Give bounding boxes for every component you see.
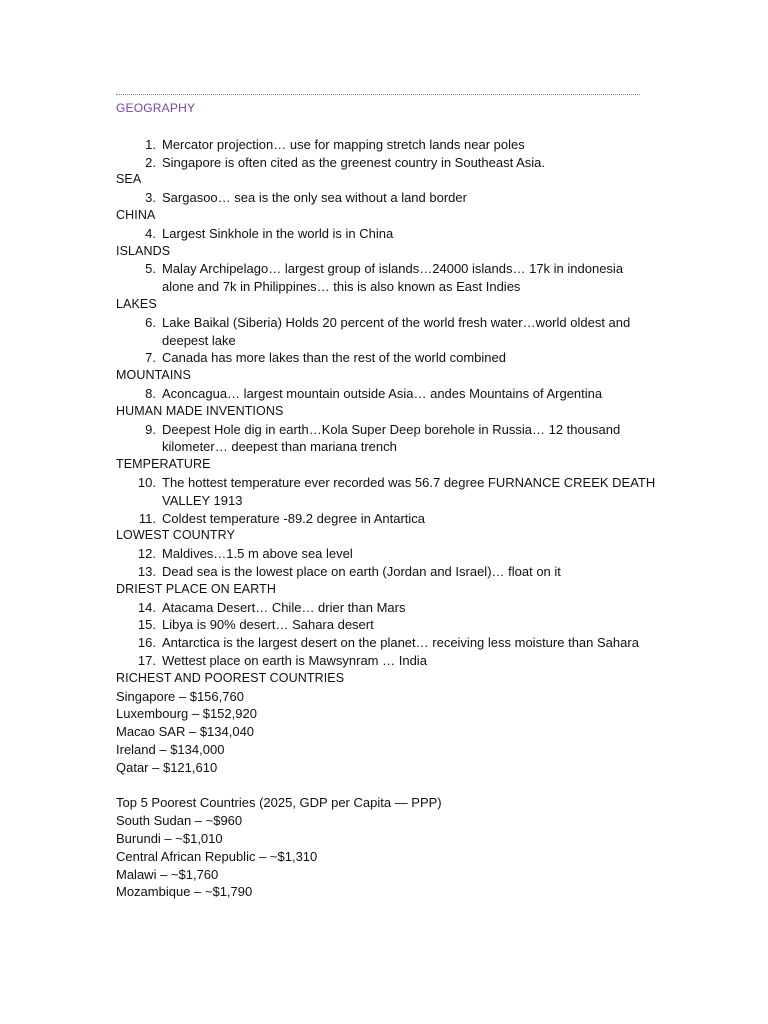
list-item [116, 634, 656, 652]
list-number: 8. [145, 385, 156, 401]
list-item [116, 154, 656, 172]
numbered-list [116, 385, 656, 403]
numbered-list [116, 599, 656, 670]
section-heading-richest-poorest: RICHEST AND POOREST COUNTRIES [116, 670, 345, 685]
section-heading-lakes: LAKES [116, 296, 157, 311]
poorest-country-line: South Sudan – ~$960 [116, 813, 243, 829]
poorest-country-line: Mozambique – ~$1,790 [116, 884, 253, 900]
poorest-country-line: Malawi – ~$1,760 [116, 866, 219, 882]
list-number: 10. [137, 474, 156, 490]
paragraph-spacer [116, 776, 656, 794]
list-number: 2. [145, 154, 156, 170]
list-number: 3. [145, 190, 156, 206]
numbered-list [116, 136, 656, 172]
list-item [116, 349, 656, 367]
list-item [116, 474, 656, 510]
list-item-text: Singapore is often cited as the greenest country in Southeast Asia. [162, 154, 546, 170]
list-number: 6. [145, 314, 156, 330]
list-item-text: Maldives…1.5 m above sea level [162, 546, 353, 562]
document-page [116, 94, 656, 901]
section-heading-china: CHINA [116, 207, 156, 222]
numbered-list [116, 189, 656, 207]
list-item-text: Largest Sinkhole in the world is in China [162, 225, 394, 241]
list-item-text: Mercator projection… use for mapping stretch lands near poles [162, 136, 525, 152]
list-item-text: Atacama Desert… Chile… drier than Mars [162, 599, 406, 615]
list-number: 13. [137, 563, 156, 579]
section-heading-sea: SEA [116, 172, 142, 187]
list-item-text: The hottest temperature ever recorded was 56.7 degree FURNANCE CREEK DEATH VALLEY 1913 [162, 474, 656, 508]
list-item-text: Aconcagua… largest mountain outside Asia… andes Mountains of Argentina [162, 385, 603, 401]
section-heading-lowest-country: LOWEST COUNTRY [116, 528, 236, 543]
list-item [116, 616, 656, 634]
list-item [116, 314, 656, 350]
poorest-country-line: Burundi – ~$1,010 [116, 831, 223, 847]
section-heading-islands: ISLANDS [116, 243, 171, 258]
section-heading-mountains: MOUNTAINS [116, 368, 191, 383]
list-item-text: Antarctica is the largest desert on the planet… receiving less moisture than Sahara [162, 635, 639, 651]
list-number: 9. [145, 421, 156, 437]
richest-country-line: Macao SAR – $134,040 [116, 724, 255, 740]
richest-country-line: Luxembourg – $152,920 [116, 706, 257, 722]
richest-country-line: Ireland – $134,000 [116, 741, 225, 757]
list-item [116, 225, 656, 243]
poorest-country-line: Central African Republic – ~$1,310 [116, 848, 318, 864]
list-number: 11. [138, 510, 156, 526]
section-heading-temperature: TEMPERATURE [116, 457, 211, 472]
numbered-list [116, 260, 656, 296]
list-item [116, 421, 656, 457]
list-number: 16. [137, 635, 156, 651]
list-item-text: Lake Baikal (Siberia) Holds 20 percent of the world fresh water…world oldest and deepest lake [162, 314, 631, 348]
list-item-text: Malay Archipelago… largest group of islands…24000 islands… 17k in indonesia alone and 7k in Philippines… this is also known as East Indies [162, 261, 624, 295]
richest-country-line: Qatar – $121,610 [116, 759, 218, 775]
list-number: 1. [145, 136, 156, 152]
list-number: 5. [145, 261, 156, 277]
numbered-list [116, 314, 656, 367]
list-item [116, 510, 656, 528]
list-item [116, 652, 656, 670]
list-item [116, 599, 656, 617]
list-number: 15. [137, 617, 156, 633]
list-number: 4. [145, 225, 156, 241]
list-item [116, 189, 656, 207]
numbered-list [116, 421, 656, 457]
list-number: 12. [137, 546, 156, 562]
list-item-text: Libya is 90% desert… Sahara desert [162, 617, 374, 633]
list-item [116, 385, 656, 403]
richest-country-line: Singapore – $156,760 [116, 688, 244, 704]
list-item [116, 260, 656, 296]
list-item-text: Canada has more lakes than the rest of the world combined [162, 350, 506, 366]
list-item [116, 136, 656, 154]
list-item-text: Wettest place on earth is Mawsynram … India [162, 652, 427, 668]
section-heading-driest-place: DRIEST PLACE ON EARTH [116, 581, 277, 596]
list-item [116, 545, 656, 563]
numbered-list [116, 474, 656, 527]
list-number: 17. [137, 652, 156, 668]
section-heading-human-made-inventions: HUMAN MADE INVENTIONS [116, 403, 284, 418]
poorest-heading: Top 5 Poorest Countries (2025, GDP per Capita — PPP) [116, 795, 442, 811]
dotted-divider [116, 94, 640, 95]
numbered-list [116, 545, 656, 581]
list-item-text: Coldest temperature -89.2 degree in Antartica [162, 510, 426, 526]
numbered-list [116, 225, 656, 243]
list-number: 14. [137, 599, 156, 615]
list-item-text: Deepest Hole dig in earth…Kola Super Deep borehole in Russia… 12 thousand kilometer… deepest than mariana trench [162, 421, 621, 455]
list-item-text: Dead sea is the lowest place on earth (Jordan and Israel)… float on it [162, 563, 561, 579]
list-item [116, 563, 656, 581]
list-item-text: Sargasoo… sea is the only sea without a land border [162, 190, 467, 206]
list-number: 7. [145, 350, 156, 366]
document-title: GEOGRAPHY [116, 101, 196, 115]
